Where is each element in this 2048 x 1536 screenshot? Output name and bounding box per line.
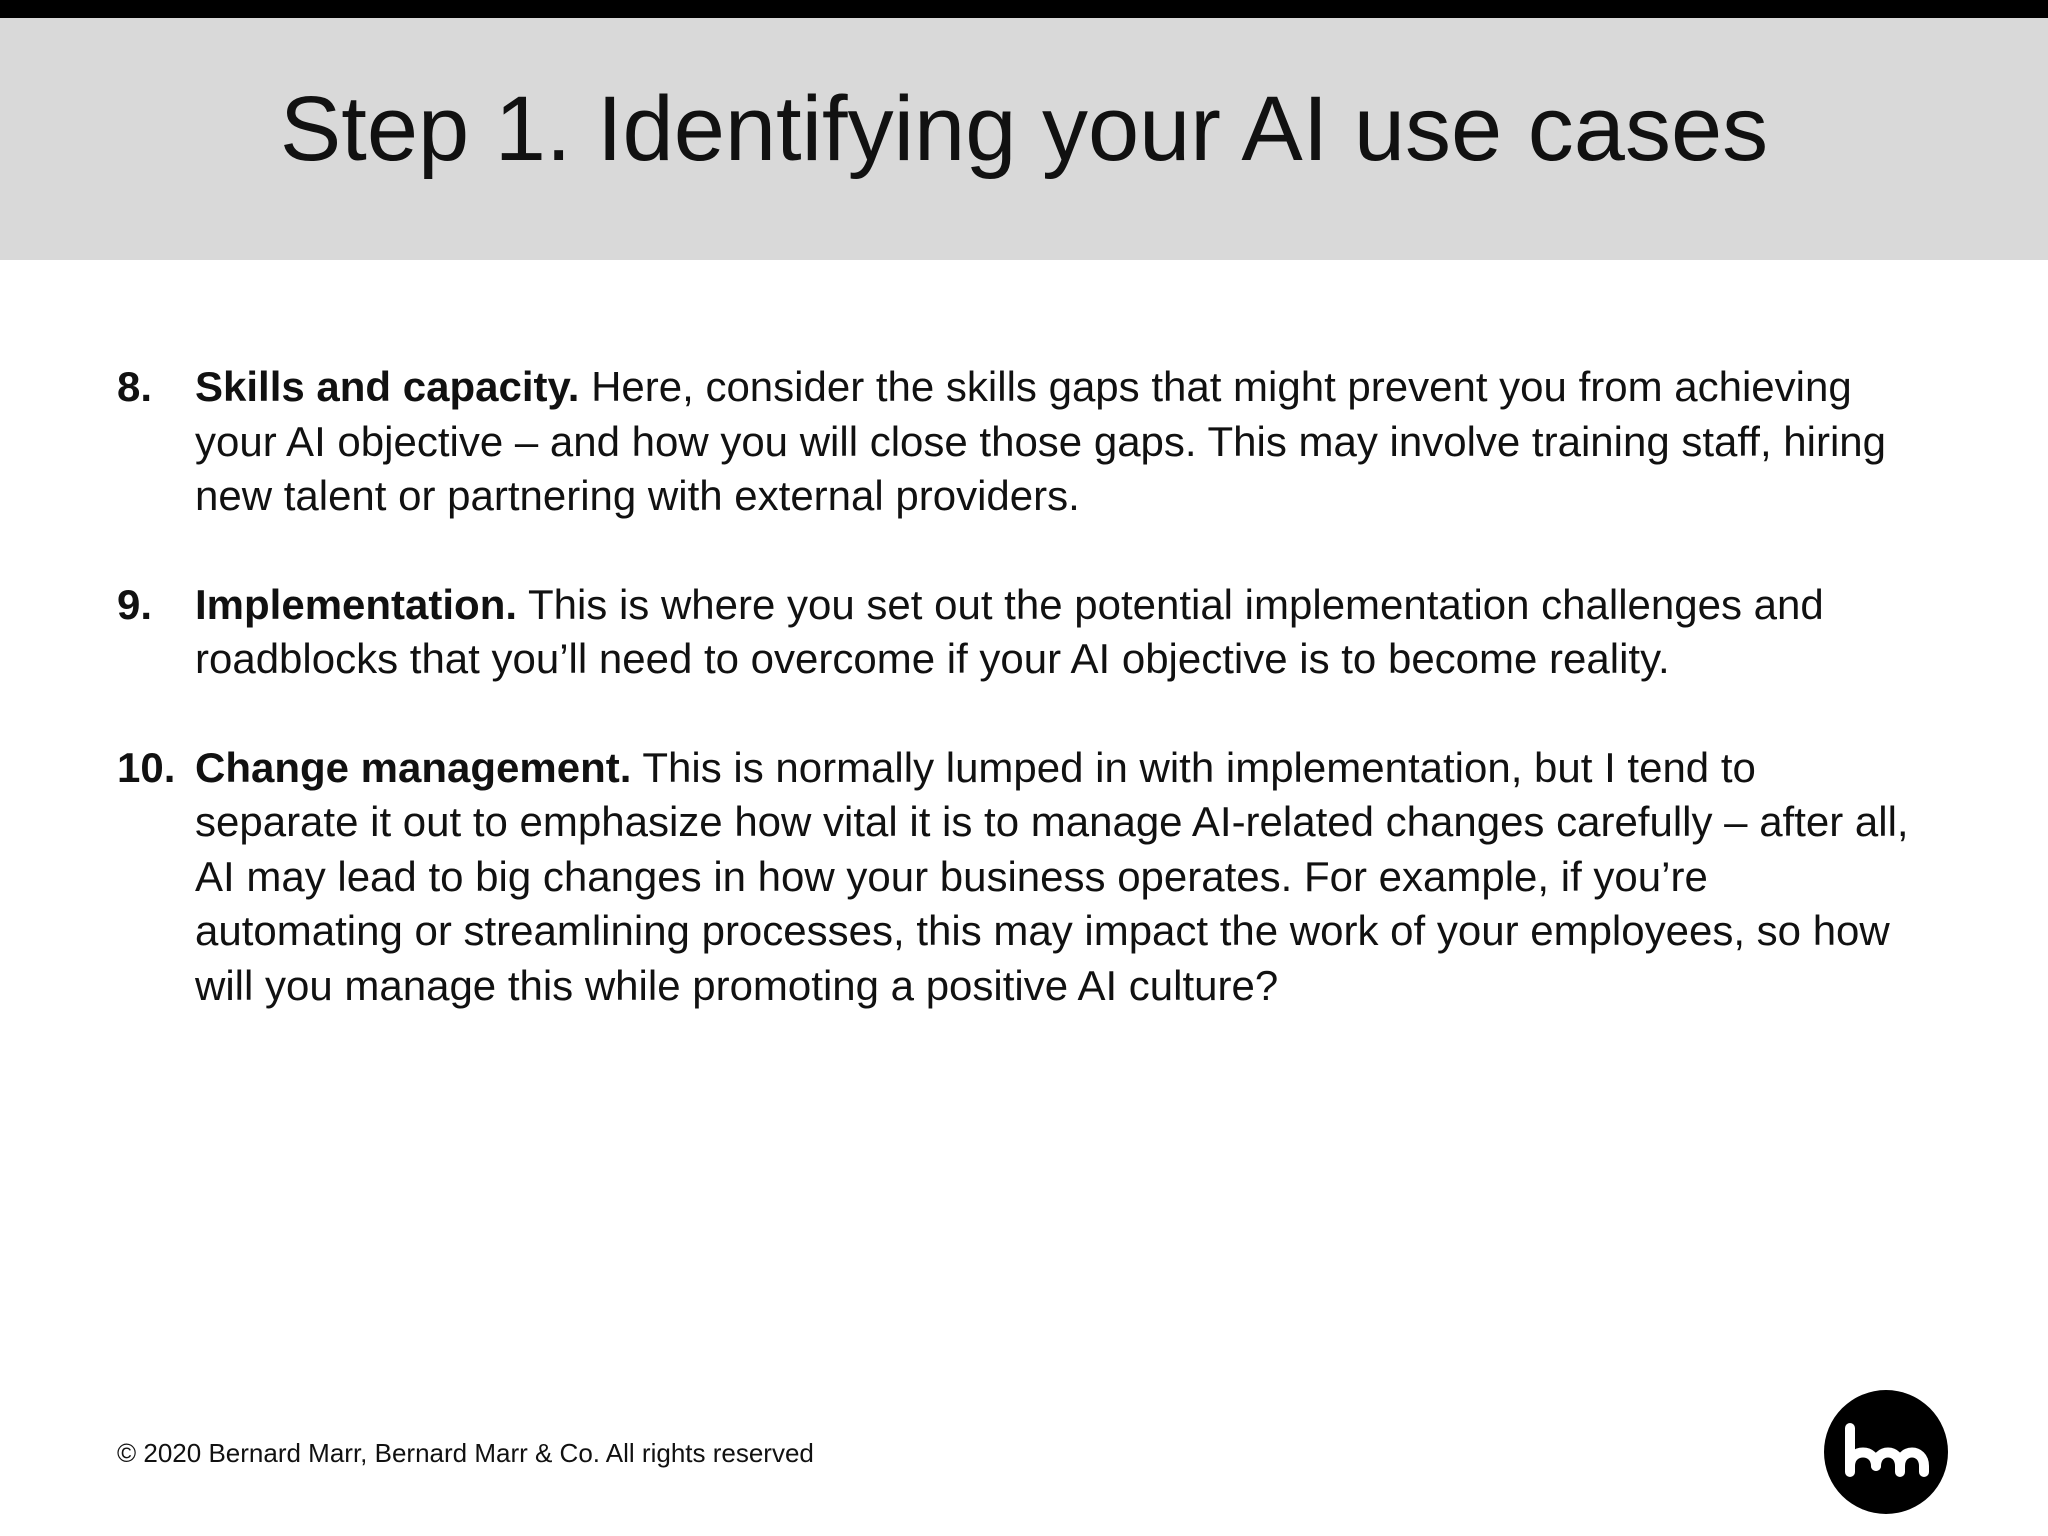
bm-logo-icon [1824, 1390, 1948, 1514]
top-bar [0, 0, 2048, 18]
list-item [117, 578, 1917, 687]
list-item-term: Implementation. [195, 580, 518, 628]
numbered-list [117, 360, 1917, 1067]
list-item [117, 741, 1917, 1014]
slide-header [0, 18, 2048, 260]
list-item-term: Change management. [195, 743, 632, 791]
list-item-text: Here, consider the skills gaps that might prevent you from achieving your AI objective – and how you will close those gaps. This may involve training staff, hiring new talent or partnering with external providers. [195, 363, 1887, 519]
list-item-term: Skills and capacity. [195, 363, 580, 410]
list-item-body [195, 741, 1917, 1014]
list-item-number: 8. [117, 363, 153, 410]
list-item-number: 10. [117, 743, 176, 791]
bm-logo-glyph [1842, 1422, 1930, 1482]
list-item-body [195, 360, 1917, 524]
list-item-body [195, 578, 1917, 687]
list-item-text: This is where you set out the potential implementation challenges and roadblocks that you’ll need to overcome if your AI objective is to become reality. [195, 580, 1824, 682]
copyright-notice: © 2020 Bernard Marr, Bernard Marr & Co. All rights reserved [117, 1438, 814, 1468]
slide-title: Step 1. Identifying your AI use cases [279, 77, 1769, 180]
list-item-number: 9. [117, 580, 153, 628]
list-item-text: This is normally lumped in with implementation, but I tend to separate it out to emphasize how vital it is to manage AI-related changes carefully – after all, AI may lead to big changes in how your business operates. For example, if you’re automating or streamlining processes, this may impact the work of your employees, so how will you manage this while promoting a positive AI culture? [195, 743, 1909, 1009]
list-item [117, 360, 1917, 524]
